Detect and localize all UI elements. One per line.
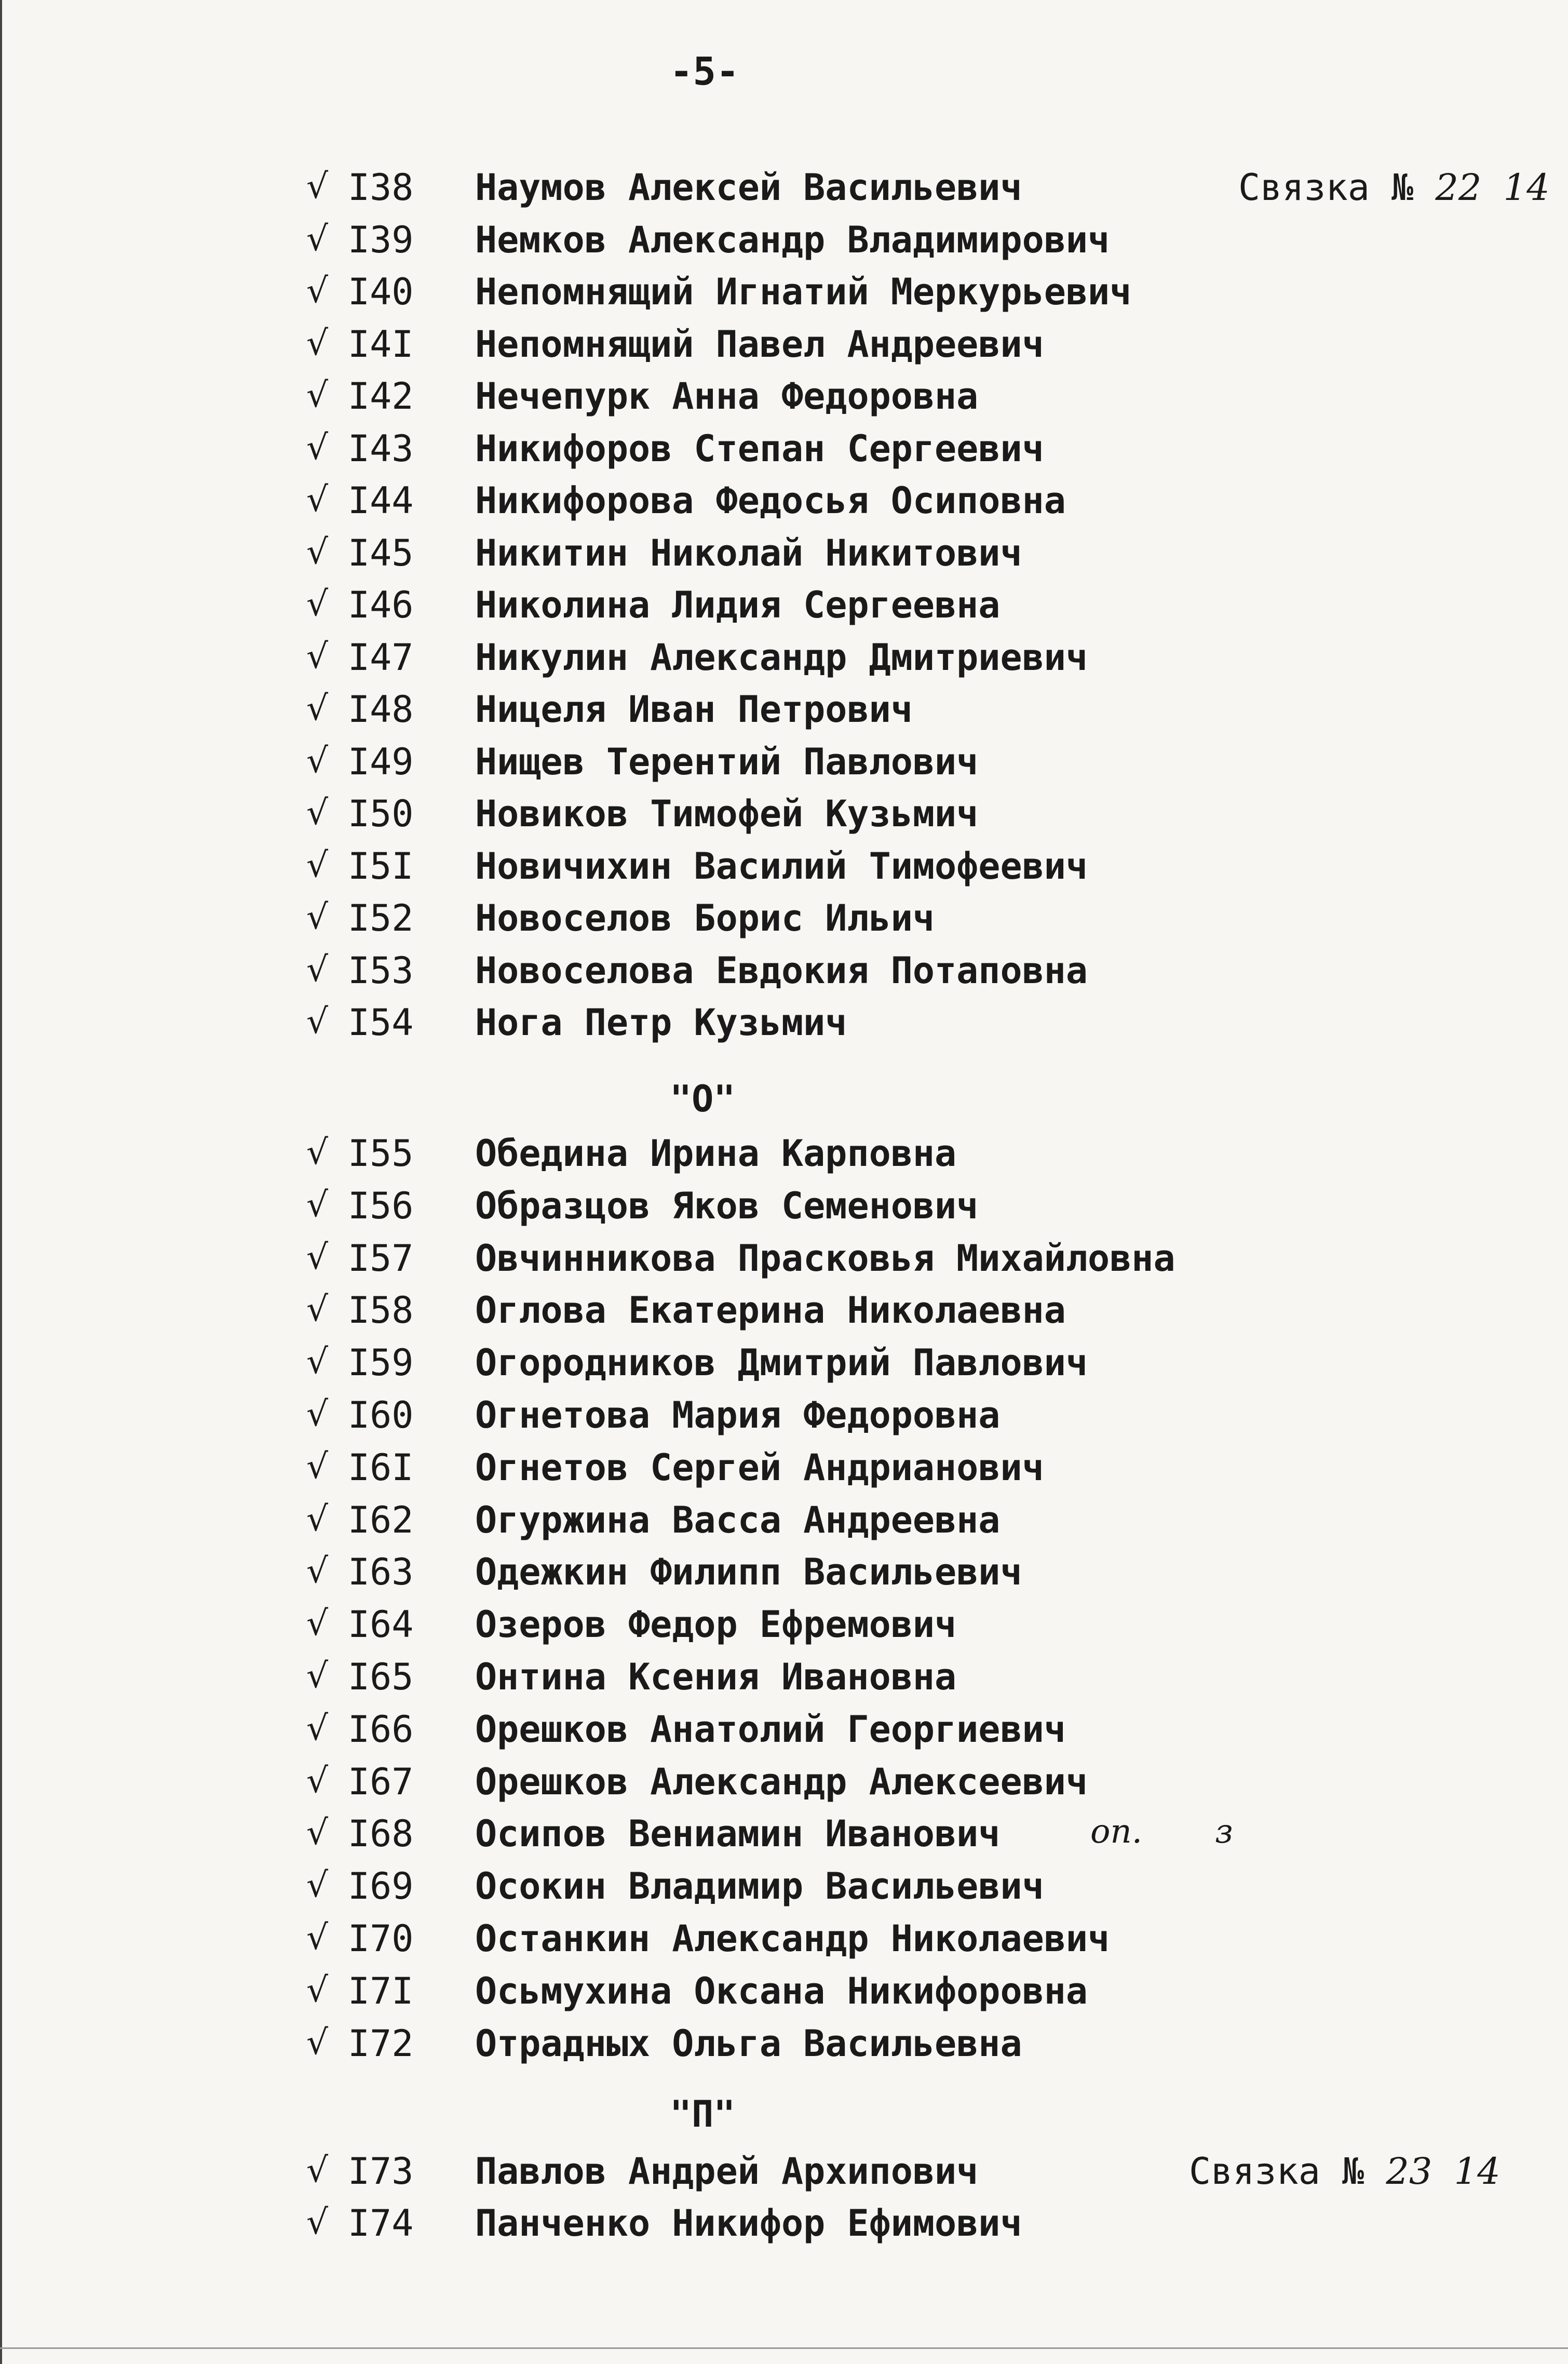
list-item [0, 2150, 1568, 2197]
entry-number: I62 [348, 1498, 414, 1541]
checkmark-icon: √ [306, 1812, 329, 1853]
list-item [0, 1812, 1568, 1859]
checkmark-icon: √ [306, 584, 329, 624]
entry-name: Огнетов Сергей Андрианович [475, 1446, 1044, 1489]
entry-name: Непомнящий Павел Андреевич [475, 323, 1044, 366]
entry-name: Отрадных Ольга Васильевна [475, 2022, 1022, 2065]
checkmark-icon: √ [306, 844, 329, 885]
entry-number: I65 [348, 1656, 414, 1698]
entry-name: Новичихин Василий Тимофеевич [475, 844, 1088, 888]
list-item [0, 1446, 1568, 1493]
checkmark-icon: √ [306, 1865, 329, 1905]
list-item [0, 793, 1568, 839]
entry-name: Осьмухина Оксана Никифоровна [475, 1969, 1088, 2012]
list-item [0, 688, 1568, 735]
bundle-handwritten: 14 [1454, 2150, 1501, 2193]
entry-number: I48 [348, 688, 414, 731]
entry-number: I70 [348, 1917, 414, 1960]
checkmark-icon: √ [306, 1237, 329, 1277]
entry-number: I54 [348, 1001, 414, 1044]
checkmark-icon: √ [306, 166, 329, 206]
list-item [0, 897, 1568, 944]
entry-name: Овчинникова Прасковья Михайловна [475, 1237, 1175, 1280]
entry-number: I50 [348, 793, 414, 835]
list-item [0, 845, 1568, 892]
entry-number: I4I [348, 323, 414, 366]
entry-name: Огородников Дмитрий Павлович [475, 1341, 1088, 1385]
checkmark-icon: √ [306, 531, 329, 572]
checkmark-icon: √ [306, 2202, 329, 2242]
entry-name: Останкин Александр Николаевич [475, 1917, 1110, 1960]
entry-name: Онтина Ксения Ивановна [475, 1656, 957, 1698]
checkmark-icon: √ [306, 2022, 329, 2062]
entry-number: I68 [348, 1812, 414, 1856]
list-item [0, 2202, 1568, 2249]
checkmark-icon: √ [306, 793, 329, 832]
list-item [0, 1394, 1568, 1441]
entry-number: I69 [348, 1865, 414, 1908]
checkmark-icon: √ [306, 2150, 329, 2190]
entry-number: I6I [348, 1446, 414, 1489]
list-item [0, 1865, 1568, 1912]
checkmark-icon: √ [306, 688, 329, 728]
list-item [0, 1001, 1568, 1048]
checkmark-icon: √ [306, 1917, 329, 1957]
checkmark-icon: √ [306, 1446, 329, 1486]
checkmark-icon: √ [306, 1708, 329, 1748]
checkmark-icon: √ [306, 218, 329, 259]
entry-name: Осипов Вениамин Иванович [475, 1812, 1001, 1856]
entry-number: I44 [348, 479, 414, 522]
entry-number: I58 [348, 1289, 414, 1332]
checkmark-icon: √ [306, 1760, 329, 1801]
entry-name: Нога Петр Кузьмич [475, 1001, 847, 1044]
list-item [0, 1551, 1568, 1597]
checkmark-icon: √ [306, 1969, 329, 2010]
entry-number: I40 [348, 271, 414, 313]
checkmark-icon: √ [306, 1341, 329, 1382]
entry-name: Павлов Андрей Архипович [475, 2150, 979, 2193]
entry-number: I72 [348, 2022, 414, 2065]
checkmark-icon: √ [306, 1289, 329, 1329]
entry-name: Нечепурк Анна Федоровна [475, 375, 979, 418]
entry-number: I64 [348, 1603, 414, 1646]
entry-name: Озеров Федор Ефремович [475, 1603, 957, 1646]
list-item [0, 323, 1568, 370]
list-item [0, 1132, 1568, 1179]
entry-name: Осокин Владимир Васильевич [475, 1865, 1044, 1908]
entry-name: Никифорова Федосья Осиповна [475, 479, 1066, 522]
entry-number: I7I [348, 1969, 414, 2012]
entry-number: I47 [348, 636, 414, 679]
entry-name: Никифоров Степан Сергеевич [475, 427, 1044, 470]
entry-number: I57 [348, 1237, 414, 1280]
entry-name: Никитин Николай Никитович [475, 531, 1022, 574]
list-item [0, 1341, 1568, 1388]
entry-number: I52 [348, 897, 414, 939]
entry-number: I53 [348, 949, 414, 992]
bundle-number: 22 [1435, 166, 1482, 209]
handwritten-note-z: з [1215, 1812, 1233, 1851]
entry-name: Непомнящий Игнатий Меркурьевич [475, 271, 1132, 313]
list-item [0, 271, 1568, 317]
entry-name: Николина Лидия Сергеевна [475, 584, 1001, 626]
list-item [0, 479, 1568, 526]
bundle-label-text: Связка № [1189, 2150, 1364, 2193]
checkmark-icon: √ [306, 1001, 329, 1041]
list-item [0, 1185, 1568, 1231]
entry-number: I49 [348, 740, 414, 783]
entry-name: Никулин Александр Дмитриевич [475, 636, 1088, 679]
entry-number: I66 [348, 1708, 414, 1751]
entry-number: I39 [348, 218, 414, 261]
entry-name: Наумов Алексей Васильевич [475, 166, 1022, 209]
bundle-number: 23 [1386, 2150, 1432, 2193]
entry-name: Нищев Терентий Павлович [475, 740, 979, 783]
entry-number: I43 [348, 427, 414, 470]
entry-name: Огнетова Мария Федоровна [475, 1394, 1001, 1436]
entry-name: Немков Александр Владимирович [475, 218, 1110, 261]
list-item [0, 532, 1568, 579]
list-item [0, 1289, 1568, 1336]
checkmark-icon: √ [306, 740, 329, 781]
list-item [0, 1656, 1568, 1702]
checkmark-icon: √ [306, 1132, 329, 1172]
checkmark-icon: √ [306, 271, 329, 311]
section-header-p: "П" [670, 2093, 736, 2135]
checkmark-icon: √ [306, 479, 329, 519]
checkmark-icon: √ [306, 1498, 329, 1539]
list-item [0, 1917, 1568, 1964]
entry-name: Новоселов Борис Ильич [475, 897, 935, 939]
checkmark-icon: √ [306, 636, 329, 676]
list-item [0, 2022, 1568, 2069]
entry-name: Одежкин Филипп Васильевич [475, 1551, 1022, 1594]
entry-number: I38 [348, 166, 414, 209]
entry-number: I74 [348, 2202, 414, 2245]
list-item [0, 219, 1568, 265]
entry-number: I63 [348, 1551, 414, 1594]
checkmark-icon: √ [306, 375, 329, 415]
checkmark-icon: √ [306, 1603, 329, 1644]
list-item [0, 584, 1568, 630]
list-item [0, 166, 1568, 213]
entry-number: I55 [348, 1132, 414, 1175]
entry-number: I46 [348, 584, 414, 626]
list-item [0, 375, 1568, 422]
checkmark-icon: √ [306, 427, 329, 467]
handwritten-note-op: оп. [1090, 1812, 1143, 1851]
entry-name: Оглова Екатерина Николаевна [475, 1289, 1066, 1332]
list-item [0, 1970, 1568, 2017]
bundle-handwritten: 14 [1503, 166, 1550, 209]
checkmark-icon: √ [306, 1394, 329, 1434]
entry-number: I60 [348, 1394, 414, 1436]
page-bottom-edge [0, 2347, 1568, 2349]
entry-name: Огуржина Васса Андреевна [475, 1498, 1001, 1541]
entry-name: Ницеля Иван Петрович [475, 688, 913, 731]
list-item [0, 1237, 1568, 1284]
checkmark-icon: √ [306, 949, 329, 989]
entry-number: I67 [348, 1760, 414, 1803]
entry-name: Обедина Ирина Карповна [475, 1132, 957, 1175]
list-item [0, 427, 1568, 474]
list-item [0, 1499, 1568, 1546]
entry-name: Панченко Никифор Ефимович [475, 2202, 1022, 2245]
list-item [0, 949, 1568, 996]
list-item [0, 636, 1568, 683]
list-item [0, 1708, 1568, 1755]
checkmark-icon: √ [306, 897, 329, 937]
entry-number: I42 [348, 375, 414, 418]
list-item [0, 1761, 1568, 1807]
entry-name: Новоселова Евдокия Потаповна [475, 949, 1088, 992]
entry-number: I73 [348, 2150, 414, 2193]
page-number: -5- [670, 49, 739, 94]
entry-name: Орешков Александр Алексеевич [475, 1760, 1088, 1803]
checkmark-icon: √ [306, 1656, 329, 1696]
entry-number: I5I [348, 844, 414, 888]
checkmark-icon: √ [306, 1184, 329, 1225]
section-header-o: "О" [670, 1078, 736, 1120]
bundle-label-text: Связка № [1238, 166, 1414, 209]
list-item [0, 741, 1568, 787]
list-item [0, 1603, 1568, 1650]
checkmark-icon: √ [306, 1551, 329, 1591]
entry-name: Новиков Тимофей Кузьмич [475, 793, 979, 835]
entry-name: Орешков Анатолий Георгиевич [475, 1708, 1066, 1751]
entry-name: Образцов Яков Семенович [475, 1184, 979, 1227]
checkmark-icon: √ [306, 323, 329, 363]
entry-number: I59 [348, 1341, 414, 1385]
entry-number: I45 [348, 531, 414, 574]
entry-number: I56 [348, 1184, 414, 1227]
